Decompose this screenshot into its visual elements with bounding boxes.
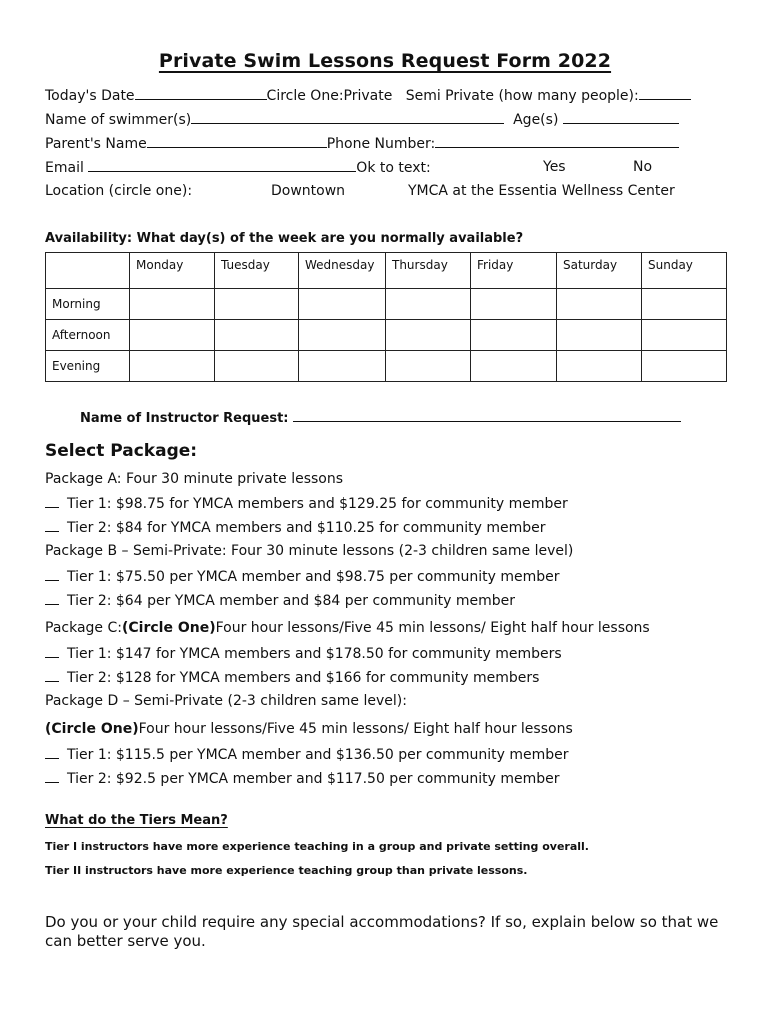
time-label: Evening	[46, 351, 130, 382]
package-b-tier1-blank[interactable]	[45, 568, 59, 581]
parent-row	[45, 135, 679, 152]
package-c-tier1-row	[45, 645, 562, 662]
availability-row-morning	[46, 289, 727, 320]
day-header: Sunday	[642, 253, 727, 289]
semi-private-count-field[interactable]	[639, 87, 691, 100]
availability-cell[interactable]	[557, 320, 642, 351]
form-title: Private Swim Lessons Request Form 2022	[158, 50, 612, 72]
day-header: Tuesday	[215, 253, 299, 289]
availability-cell[interactable]	[386, 351, 471, 382]
package-d-options-row	[45, 721, 573, 737]
availability-header-row	[46, 253, 727, 289]
location-essentia-option[interactable]: YMCA at the Essentia Wellness Center	[408, 183, 675, 199]
select-package-heading: Select Package:	[45, 441, 198, 461]
availability-cell[interactable]	[299, 289, 386, 320]
package-b-tier1-text: Tier 1: $75.50 per YMCA member and $98.75 per community member	[67, 569, 560, 585]
package-a-title: Package A: Four 30 minute private lessons	[45, 471, 344, 487]
package-d-tier2-blank[interactable]	[45, 770, 59, 783]
swimmer-name-field[interactable]	[191, 111, 504, 124]
package-c-tier1-text: Tier 1: $147 for YMCA members and $178.50 for community members	[67, 646, 562, 662]
instructor-request-row	[80, 410, 681, 426]
package-d-tier1-blank[interactable]	[45, 746, 59, 759]
package-c-title	[45, 620, 650, 636]
package-b-tier2-blank[interactable]	[45, 592, 59, 605]
day-header: Saturday	[557, 253, 642, 289]
circle-one-label: Circle One:Private	[266, 88, 393, 104]
availability-cell[interactable]	[557, 351, 642, 382]
availability-cell[interactable]	[130, 351, 215, 382]
package-d-tier2-row	[45, 770, 560, 787]
availability-cell[interactable]	[557, 289, 642, 320]
package-d-circle-one: (Circle One)	[45, 721, 139, 737]
ok-text-label: Ok to text:	[356, 160, 431, 176]
availability-cell[interactable]	[642, 289, 727, 320]
availability-cell[interactable]	[386, 320, 471, 351]
tier2-description: Tier II instructors have more experience teaching group than private lessons.	[45, 864, 528, 877]
availability-row-afternoon	[46, 320, 727, 351]
package-d-tier2-text: Tier 2: $92.5 per YMCA member and $117.50 per community member	[67, 771, 560, 787]
email-label: Email	[45, 160, 84, 176]
swimmer-row	[45, 111, 679, 128]
yes-option[interactable]: Yes	[543, 159, 566, 175]
availability-table	[45, 252, 727, 382]
package-a-tier1-text: Tier 1: $98.75 for YMCA members and $129.25 for community member	[67, 496, 568, 512]
parent-name-label: Parent's Name	[45, 136, 147, 152]
day-header: Friday	[471, 253, 557, 289]
tier1-description: Tier I instructors have more experience teaching in a group and private setting overall.	[45, 840, 589, 853]
today-date-row	[45, 87, 691, 104]
time-label: Afternoon	[46, 320, 130, 351]
package-d-tier1-row	[45, 746, 568, 763]
day-header: Monday	[130, 253, 215, 289]
age-field[interactable]	[563, 111, 679, 124]
availability-cell[interactable]	[642, 320, 727, 351]
availability-cell[interactable]	[130, 289, 215, 320]
day-header: Wednesday	[299, 253, 386, 289]
time-label: Morning	[46, 289, 130, 320]
day-header: Thursday	[386, 253, 471, 289]
availability-cell[interactable]	[215, 351, 299, 382]
package-c-tier2-blank[interactable]	[45, 669, 59, 682]
swimmer-name-label: Name of swimmer(s)	[45, 112, 192, 128]
availability-cell[interactable]	[386, 289, 471, 320]
parent-name-field[interactable]	[147, 135, 327, 148]
email-row	[45, 159, 431, 176]
accommodations-question-line1: Do you or your child require any special accommodations? If so, explain below so that we	[45, 913, 719, 931]
accommodations-question-line2: can better serve you.	[45, 932, 206, 950]
availability-cell[interactable]	[299, 320, 386, 351]
location-label: Location (circle one):	[45, 183, 193, 199]
availability-row-evening	[46, 351, 727, 382]
instructor-request-label: Name of Instructor Request:	[80, 411, 289, 426]
phone-field[interactable]	[435, 135, 679, 148]
package-b-tier2-text: Tier 2: $64 per YMCA member and $84 per community member	[67, 593, 516, 609]
package-c-circle-one: (Circle One)	[121, 620, 216, 636]
availability-cell[interactable]	[215, 289, 299, 320]
package-c-prefix: Package C:	[45, 620, 122, 636]
tiers-heading: What do the Tiers Mean?	[45, 813, 228, 828]
package-a-tier2-blank[interactable]	[45, 519, 59, 532]
package-b-tier1-row	[45, 568, 560, 585]
package-a-tier2-row	[45, 519, 545, 536]
phone-label: Phone Number:	[326, 136, 436, 152]
today-date-label: Today's Date	[45, 88, 135, 104]
instructor-request-field[interactable]	[293, 410, 681, 422]
availability-cell[interactable]	[471, 351, 557, 382]
availability-cell[interactable]	[642, 351, 727, 382]
no-option[interactable]: No	[633, 159, 653, 175]
package-d-tier1-text: Tier 1: $115.5 per YMCA member and $136.50 per community member	[67, 747, 569, 763]
availability-heading: Availability: What day(s) of the week are you normally available?	[45, 231, 524, 246]
availability-cell[interactable]	[471, 320, 557, 351]
corner-cell	[46, 253, 130, 289]
availability-cell[interactable]	[299, 351, 386, 382]
package-a-tier1-blank[interactable]	[45, 495, 59, 508]
package-a-tier2-text: Tier 2: $84 for YMCA members and $110.25 for community member	[67, 520, 546, 536]
package-d-title: Package D – Semi-Private (2-3 children same level):	[45, 693, 407, 709]
location-downtown-option[interactable]: Downtown	[271, 183, 346, 199]
today-date-field[interactable]	[135, 87, 267, 100]
availability-cell[interactable]	[471, 289, 557, 320]
package-a-tier1-row	[45, 495, 568, 512]
availability-cell[interactable]	[130, 320, 215, 351]
package-c-tier1-blank[interactable]	[45, 645, 59, 658]
semi-private-label: Semi Private (how many people):	[405, 88, 639, 104]
package-c-tier2-row	[45, 669, 539, 686]
package-c-tier2-text: Tier 2: $128 for YMCA members and $166 for community members	[67, 670, 540, 686]
package-b-tier2-row	[45, 592, 515, 609]
package-c-options[interactable]: Four hour lessons/Five 45 min lessons/ Eight half hour lessons	[215, 620, 650, 636]
availability-cell[interactable]	[215, 320, 299, 351]
package-b-title: Package B – Semi-Private: Four 30 minute lessons (2-3 children same level)	[45, 543, 574, 559]
package-d-options[interactable]: Four hour lessons/Five 45 min lessons/ Eight half hour lessons	[138, 721, 573, 737]
age-label: Age(s)	[513, 112, 559, 128]
email-field[interactable]	[88, 159, 356, 172]
